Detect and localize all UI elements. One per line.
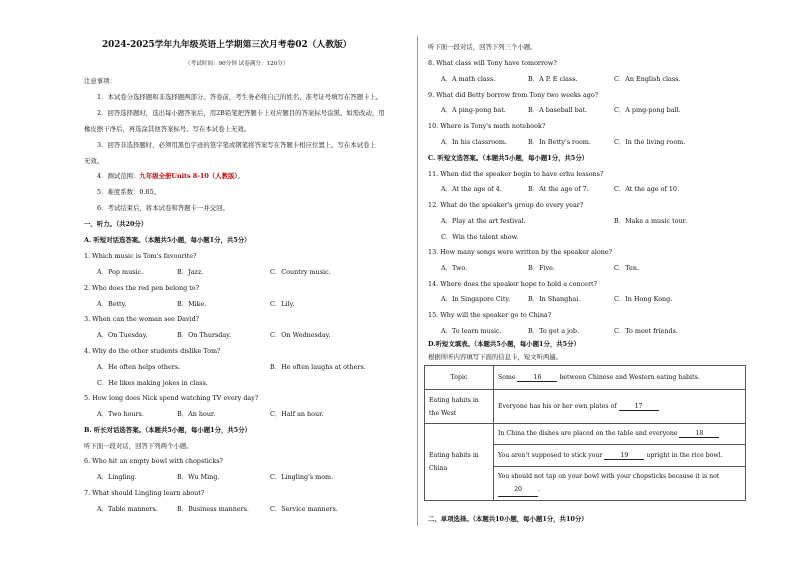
china-2-post: upright in the rice bowl. — [646, 451, 723, 459]
q5-option-a: A．Two hours. — [97, 410, 144, 418]
q9-option-b: B．A baseball bat. — [528, 106, 588, 114]
q6-option-c: C．Lingling's mom. — [270, 473, 334, 481]
q14-option-c: C．In Hong Kong. — [614, 295, 673, 303]
q8-option-c: C．An English class. — [614, 75, 681, 83]
question-6: 6. Who hit an empty bowl with chopsticks? — [84, 457, 223, 465]
note-3b: 无效。 — [84, 157, 104, 165]
question-3: 3. When can the woman see David? — [84, 315, 200, 323]
q6-option-a: A．Lingling. — [97, 473, 137, 481]
note-4 — [97, 172, 244, 180]
q2-option-b: B．Mike. — [177, 300, 207, 308]
q1-option-b: B．Jazz. — [177, 268, 204, 276]
q8-option-a: A．A math class. — [441, 75, 496, 83]
question-1: 1. Which music is Tom's favourite? — [84, 252, 197, 260]
q2-option-a: A．Betty. — [97, 300, 127, 308]
topic-post: between Chinese and Western eating habits. — [559, 373, 700, 381]
note-4-prefix: 4．测试范围： — [97, 172, 140, 180]
blank-19[interactable]: 19 — [604, 452, 644, 460]
partA-heading: A. 听短对话选答案。（本题共5小题，每小题1分，共5分） — [84, 236, 251, 244]
china-cell-3 — [494, 467, 746, 501]
q14-option-a: A．In Singapore City. — [441, 295, 511, 303]
note-2b: 橡皮擦干净后，再选涂其他答案标号。写在本试卷上无效。 — [84, 125, 251, 133]
question-11: 11. When did the speaker begin to have erhu lessons? — [428, 170, 604, 178]
q4-option-a: A．He often helps others. — [97, 363, 181, 371]
question-12: 12. What do the speaker's group do every year? — [428, 201, 584, 209]
q11-option-c: C．At the age of 10. — [614, 185, 680, 193]
q13-option-a: A．Two. — [441, 264, 468, 272]
q11-option-b: B．At the age of 7. — [528, 185, 589, 193]
q14-option-b: B．In Shanghai. — [528, 295, 581, 303]
topic-label: Topic — [425, 366, 494, 390]
blank-16[interactable]: 16 — [517, 374, 557, 382]
q7-option-c: C．Service manners. — [270, 505, 338, 513]
note-4-suffix: 。 — [237, 172, 244, 180]
blank-20[interactable]: 20 — [498, 483, 538, 497]
table-row — [425, 366, 746, 390]
q5-option-c: C．Half an hour. — [270, 410, 324, 418]
question-7: 7. What should Lingling learn about? — [84, 489, 205, 497]
china-1-pre: In China the dishes are placed on the table and everyone — [498, 430, 678, 437]
note-3a: 3．回答非选择题时，必须用黑色字迹的签字笔或钢笔将答案写在答题卡相应位置上。写在本试卷上 — [97, 141, 376, 149]
q10-option-a: A．In his classroom. — [441, 138, 507, 146]
question-5: 5. How long does Nick spend watching TV every day? — [84, 394, 259, 402]
q15-option-c: C．To meet friends. — [614, 327, 678, 335]
china-2-pre: You aren't supposed to stick your — [498, 451, 603, 459]
china-cell-2 — [494, 445, 746, 467]
partC-heading: C. 听短文选答案。（本题共5小题，每小题1分，共5分） — [428, 154, 589, 162]
q9-option-c: C．A ping-pong ball. — [614, 106, 681, 114]
q10-option-b: B．In Betty's room. — [528, 138, 591, 146]
west-cell — [494, 390, 746, 424]
q1-option-a: A．Pop music. — [97, 268, 144, 276]
q3-option-b: B．On Thursday. — [177, 331, 231, 339]
q7-option-b: B．Business manners. — [177, 505, 249, 513]
section1-heading: 一、听力。（共20分） — [84, 220, 148, 228]
q3-option-c: C．On Wednesday. — [270, 331, 331, 339]
q1-option-c: C．Country music. — [270, 268, 331, 276]
q13-option-b: B．Five. — [528, 264, 555, 272]
question-2: 2. Who does the red pen belong to? — [84, 284, 200, 292]
q8-option-b: B．A P. E class. — [528, 75, 578, 83]
q3-option-a: A．On Tuesday. — [97, 331, 148, 339]
blank-17[interactable]: 17 — [619, 403, 659, 411]
question-8: 8. What class will Tony have tomorrow? — [428, 59, 557, 67]
q10-option-c: C．In the living room. — [614, 138, 686, 146]
q4-option-b: B．He often laughs at others. — [270, 363, 366, 371]
topic-cell — [494, 366, 746, 390]
exam-title: 2024-2025学年九年级英语上学期第三次月考卷02（人教版） — [102, 40, 352, 50]
q9-option-a: A．A ping-pong bat. — [441, 106, 506, 114]
notes-heading: 注意事项： — [84, 77, 116, 85]
blank-18[interactable]: 18 — [679, 430, 719, 438]
note-5: 5．难度系数：0.65。 — [97, 188, 161, 196]
q7-option-a: A．Table manners. — [97, 505, 158, 513]
west-pre: Everyone has his or her own plates of — [498, 402, 617, 410]
topic-pre: Some — [498, 373, 516, 381]
question-9: 9. What did Betty borrow from Tony two weeks ago? — [428, 91, 599, 99]
note-6: 6．考试结束后，将本试卷和答题卡一并交回。 — [97, 204, 229, 212]
exam-time-info: （考试时间：90分钟 试卷满分：120分） — [185, 61, 289, 67]
section2-heading: 二、单项选择。（本题共10小题，每小题1分，共10分） — [428, 515, 588, 523]
q4-option-c: C．He likes making jokes in class. — [97, 379, 208, 387]
column-divider — [417, 36, 418, 526]
q12-option-a: A．Play at the art festival. — [441, 217, 526, 225]
china-3-pre: You should not tap on your bowl with your chopsticks because it is not — [498, 473, 720, 480]
q6-option-b: B．Wu Ming. — [177, 473, 220, 481]
question-10: 10. Where is Tony's math notebook? — [428, 122, 546, 130]
info-card-table — [424, 365, 746, 501]
dialog1-instruction: 听下面一段对话，回答下列两个小题。 — [84, 442, 193, 450]
note-1: 1．本试卷分选择题和非选择题两部分。答卷前，考生务必将自己的姓名、准考证号填写在答题卡上。 — [97, 93, 383, 101]
china-label: Eating habits in China — [425, 424, 494, 501]
china-cell-1 — [494, 424, 746, 445]
test-range: 九年级全册Units 8-10（人教版） — [139, 172, 238, 180]
dialog2-instruction: 听下面一段对话，回答下列三个小题。 — [428, 43, 537, 51]
table-row — [425, 390, 746, 424]
question-14: 14. Where does the speaker hope to hold a concert? — [428, 280, 597, 288]
question-15: 15. Why will the speaker go to China? — [428, 311, 552, 319]
question-13: 13. How many songs were written by the speaker alone? — [428, 248, 613, 256]
partD-instruction: 根据所听内容填写下面的信息卡，短文听两遍。 — [428, 353, 563, 361]
note-2a: 2．回答选择题时，选出每小题答案后，用2B铅笔把答题卡上对应题目的答案标号涂黑。如需改动，用 — [97, 109, 385, 117]
q13-option-c: C．Ten. — [614, 264, 639, 272]
partB-heading: B. 听长对话选答案。（本题共5小题，每小题1分，共5分） — [84, 426, 251, 434]
table-row — [425, 424, 746, 445]
west-label: Eating habits in the West — [425, 390, 494, 424]
q12-option-b: B．Make a music tour. — [614, 217, 687, 225]
q5-option-b: B．An hour. — [177, 410, 216, 418]
q12-option-c: C．Win the talent show. — [441, 233, 519, 241]
china-3-post: . — [538, 486, 540, 493]
q15-option-a: A．To learn music. — [441, 327, 502, 335]
q15-option-b: B．To get a job. — [528, 327, 579, 335]
q11-option-a: A．At the age of 4. — [441, 185, 502, 193]
q2-option-c: C．Lily. — [270, 300, 295, 308]
question-4: 4. Why do the other students dislike Tom? — [84, 347, 221, 355]
partD-heading: D.听短文填表。（本题共5小题，每小题1分，共5分） — [428, 340, 580, 348]
